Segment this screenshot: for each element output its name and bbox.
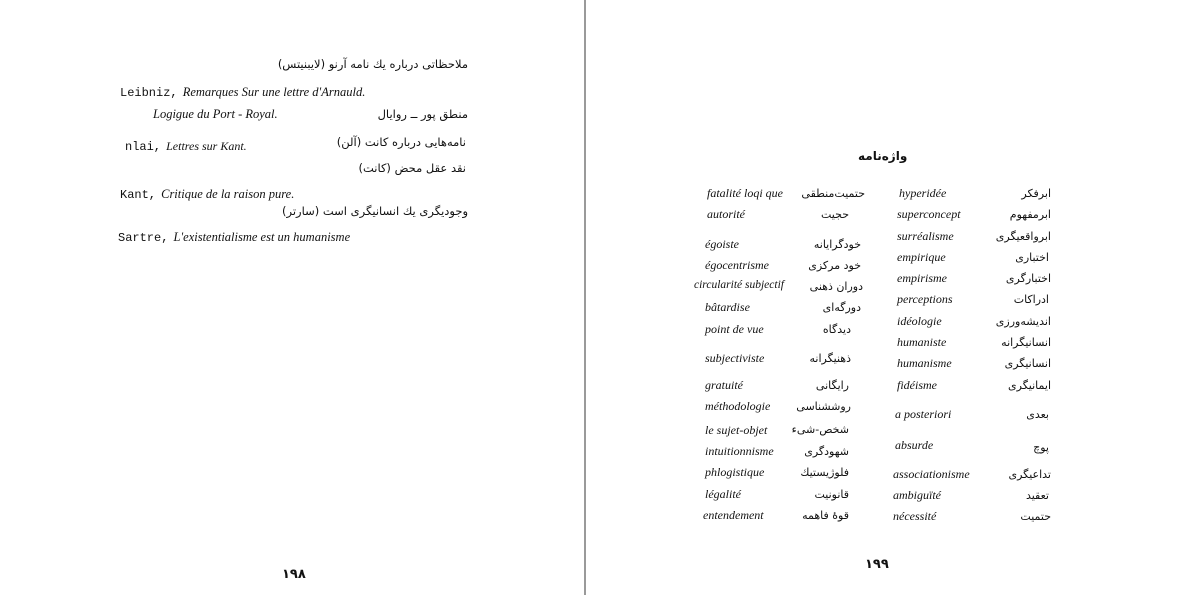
- glossary-equivalent: شهودگری: [804, 445, 849, 458]
- bibliography-title: Logigue du Port - Royal.: [153, 107, 278, 121]
- bibliography-author: Leibniz,: [120, 86, 178, 100]
- glossary-equivalent: ابرفکر: [1021, 187, 1051, 200]
- glossary-equivalent: اختبارگری: [1005, 272, 1051, 285]
- glossary-term: le sujet-objet: [705, 423, 768, 437]
- page-number: ۱۹۹: [865, 557, 889, 572]
- bibliography-author: Sartre,: [118, 231, 169, 245]
- glossary-term: surréalisme: [897, 229, 954, 243]
- bibliography-entry: [120, 81, 365, 100]
- glossary-equivalent: ادراکات: [1013, 293, 1049, 306]
- glossary-equivalent: ذهنیگرانه: [809, 352, 851, 365]
- glossary-equivalent: قوهٔ فاهمه: [802, 509, 849, 522]
- glossary-equivalent: قانونیت: [814, 488, 849, 501]
- glossary-term: subjectiviste: [705, 351, 765, 365]
- glossary-term: entendement: [703, 508, 764, 522]
- left-page: [0, 0, 584, 595]
- glossary-term: méthodologie: [705, 399, 771, 413]
- bibliography-title: Critique de la raison pure.: [161, 187, 295, 201]
- glossary-equivalent: انسانیگری: [1004, 357, 1051, 370]
- glossary-equivalent: ابرمفهوم: [1009, 208, 1051, 221]
- bibliography-persian-title: نامه‌هایی درباره کانت (آلن): [336, 135, 466, 149]
- glossary-equivalent: حجیت: [820, 208, 849, 221]
- glossary-term: intuitionnisme: [705, 444, 774, 458]
- glossary-term: gratuité: [705, 378, 743, 392]
- glossary-term: fidéisme: [897, 378, 937, 392]
- glossary-term: superconcept: [897, 207, 961, 221]
- glossary-term: fatalité loqi que: [707, 186, 783, 200]
- bibliography-title: Lettres sur Kant.: [166, 139, 247, 153]
- glossary-equivalent: حتمیت‌منطقی: [801, 187, 865, 200]
- glossary-equivalent: انسانیگرانه: [1001, 336, 1051, 349]
- glossary-equivalent: دوران ذهنی: [809, 280, 863, 293]
- bibliography-persian-title: نقد عقل محض (کانت): [358, 161, 466, 175]
- glossary-equivalent: دورگه‌ای: [822, 301, 861, 314]
- page-number: ۱۹۸: [282, 567, 306, 582]
- glossary-equivalent: روششناسی: [796, 400, 851, 413]
- glossary-equivalent: شخص-شیء: [791, 423, 849, 436]
- bibliography-entry: [125, 135, 247, 154]
- glossary-equivalent: پوچ: [1033, 441, 1049, 454]
- glossary-term: bâtardise: [705, 300, 750, 314]
- glossary-equivalent: تداعیگری: [1008, 468, 1051, 481]
- bibliography-author: nlai,: [125, 140, 162, 154]
- bibliography-entry: [118, 226, 350, 245]
- bibliography-persian-title: ملاحظاتی درباره یك نامه آرنو (لایبنیتس): [277, 57, 468, 71]
- glossary-equivalent: فلوژیستیك: [800, 466, 849, 479]
- glossary-equivalent: بعدی: [1026, 408, 1049, 421]
- glossary-term: idéologie: [897, 314, 942, 328]
- glossary-term: autorité: [707, 207, 745, 221]
- glossary-term: a posteriori: [895, 407, 952, 421]
- glossary-term: phlogistique: [705, 465, 765, 479]
- glossary-term: égoiste: [705, 237, 739, 251]
- glossary-term: absurde: [895, 438, 934, 452]
- glossary-equivalent: خودگرایانه: [813, 238, 861, 251]
- bibliography-persian-title: وجودیگری یك انسانیگری است (سارتر): [282, 204, 468, 218]
- glossary-term: associationisme: [893, 467, 970, 481]
- glossary-term: perceptions: [897, 292, 953, 306]
- glossary-equivalent: اندیشه‌ورزی: [995, 315, 1051, 328]
- glossary-term: humaniste: [897, 335, 947, 349]
- glossary-title: واژه‌نامه: [858, 149, 908, 163]
- bibliography-author: Kant,: [120, 188, 157, 202]
- bibliography-entry: [120, 183, 294, 202]
- glossary-term: circularité subjectif: [694, 279, 784, 291]
- glossary-term: humanisme: [897, 356, 952, 370]
- glossary-term: nécessité: [893, 509, 937, 523]
- glossary-equivalent: دیدگاه: [822, 323, 851, 336]
- glossary-equivalent: رایگانی: [815, 379, 849, 392]
- glossary-term: égocentrisme: [705, 258, 769, 272]
- glossary-equivalent: تعقید: [1025, 489, 1049, 502]
- bibliography-persian-title: منطق پور ــ روایال: [377, 107, 468, 121]
- bibliography-title: L'existentialisme est un humanisme: [173, 230, 351, 244]
- glossary-term: empirisme: [897, 271, 947, 285]
- right-page: [586, 0, 1177, 595]
- bibliography-title: Remarques Sur une lettre d'Arnauld.: [182, 85, 366, 99]
- glossary-term: point de vue: [705, 322, 764, 336]
- glossary-equivalent: اختباری: [1015, 251, 1049, 264]
- glossary-equivalent: ایمانیگری: [1008, 379, 1051, 392]
- glossary-term: hyperidée: [899, 186, 947, 200]
- glossary-equivalent: حتمیت: [1020, 510, 1051, 523]
- glossary-term: ambiguïté: [893, 488, 941, 502]
- glossary-equivalent: ابرواقعیگری: [995, 230, 1051, 243]
- glossary-term: empirique: [897, 250, 946, 264]
- glossary-term: légalité: [705, 487, 741, 501]
- glossary-equivalent: خود مرکزی: [808, 259, 861, 272]
